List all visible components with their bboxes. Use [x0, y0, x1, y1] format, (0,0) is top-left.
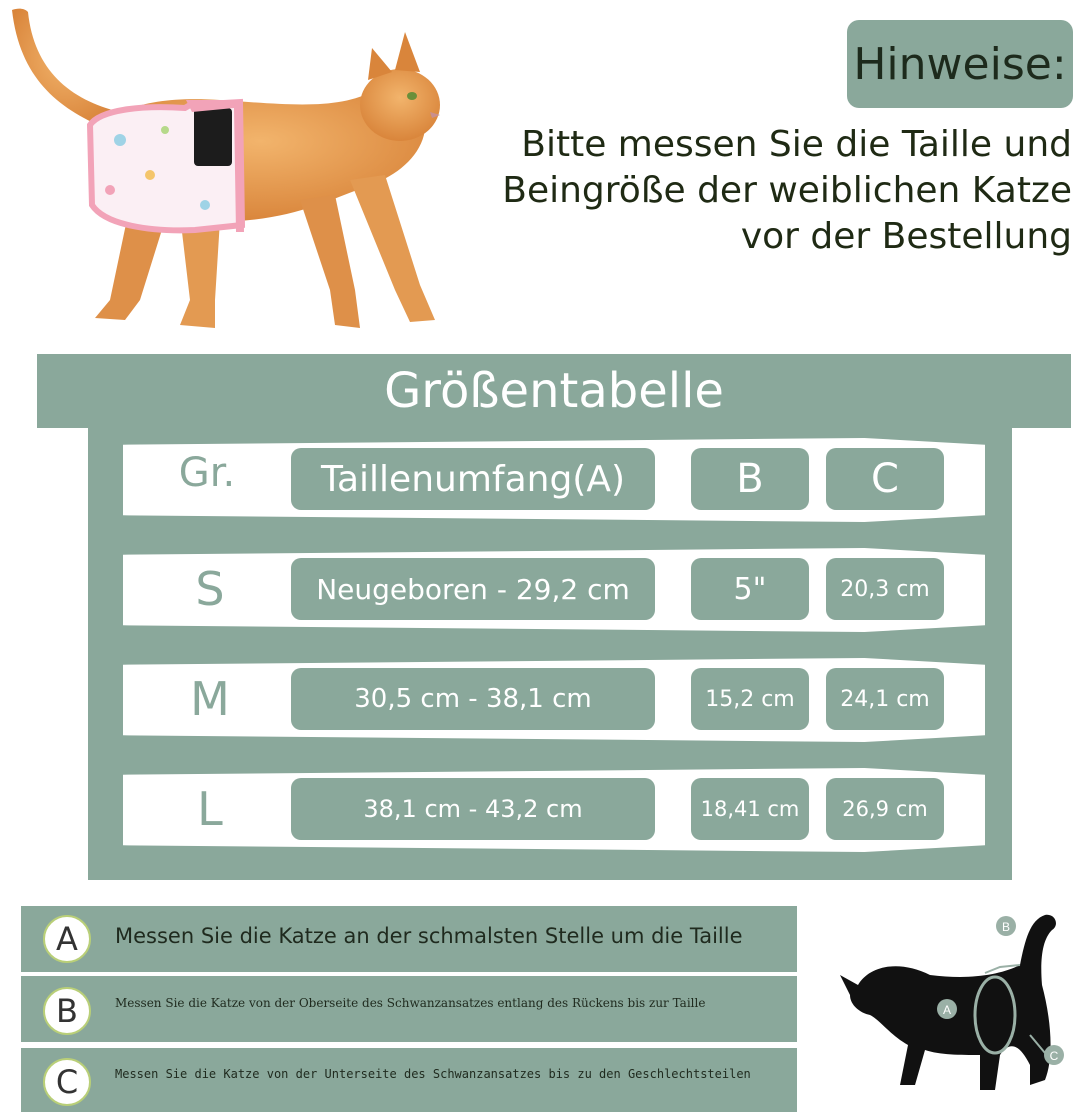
row-l-c: 26,9 cm — [826, 778, 944, 840]
diagram-marker-a — [937, 999, 957, 1019]
legend-a-text: Messen Sie die Katze an der schmalsten Stelle um die Taille — [115, 924, 743, 948]
svg-text:A: A — [942, 1003, 952, 1017]
legend-b — [21, 976, 797, 1042]
diagram-marker-b — [996, 916, 1016, 936]
legend-c — [21, 1048, 797, 1112]
row-m-b: 15,2 cm — [691, 668, 809, 730]
legend-b-marker: B — [43, 987, 91, 1035]
hint-line-1: Bitte messen Sie die Taille und — [521, 124, 1072, 165]
header-b: B — [691, 448, 809, 510]
size-chart-title: Größentabelle — [37, 354, 1071, 428]
hint-line-3: vor der Bestellung — [740, 216, 1072, 257]
header-waist: Taillenumfang(A) — [291, 448, 655, 510]
row-s-b: 5" — [691, 558, 809, 620]
row-size-s: S — [195, 562, 225, 616]
row-m-c: 24,1 cm — [826, 668, 944, 730]
legend-c-marker: C — [43, 1058, 91, 1106]
row-size-l: L — [197, 782, 223, 836]
row-m-waist: 30,5 cm - 38,1 cm — [291, 668, 655, 730]
row-size-m: M — [190, 672, 230, 726]
row-l-waist: 38,1 cm - 43,2 cm — [291, 778, 655, 840]
legend-c-text: Messen Sie die Katze von der Unterseite des Schwanzansatzes bis zu den Geschlechtsteilen — [115, 1067, 751, 1081]
diagram-marker-c — [1044, 1045, 1064, 1065]
row-s-waist: Neugeboren - 29,2 cm — [291, 558, 655, 620]
legend-a-marker: A — [43, 915, 91, 963]
hint-text — [452, 122, 1072, 260]
header-c: C — [826, 448, 944, 510]
cat-photo — [0, 0, 460, 340]
hint-line-2: Beingröße der weiblichen Katze — [502, 170, 1072, 211]
svg-text:C: C — [1049, 1049, 1059, 1063]
header-size: Gr. — [178, 450, 236, 496]
cat-measurement-diagram — [830, 905, 1070, 1105]
row-s-c: 20,3 cm — [826, 558, 944, 620]
hint-badge: Hinweise: — [847, 20, 1073, 108]
legend-b-text: Messen Sie die Katze von der Oberseite des Schwanzansatzes entlang des Rückens bis zur Taille — [115, 996, 706, 1010]
row-l-b: 18,41 cm — [691, 778, 809, 840]
legend-a — [21, 906, 797, 972]
svg-text:B: B — [1001, 920, 1011, 934]
